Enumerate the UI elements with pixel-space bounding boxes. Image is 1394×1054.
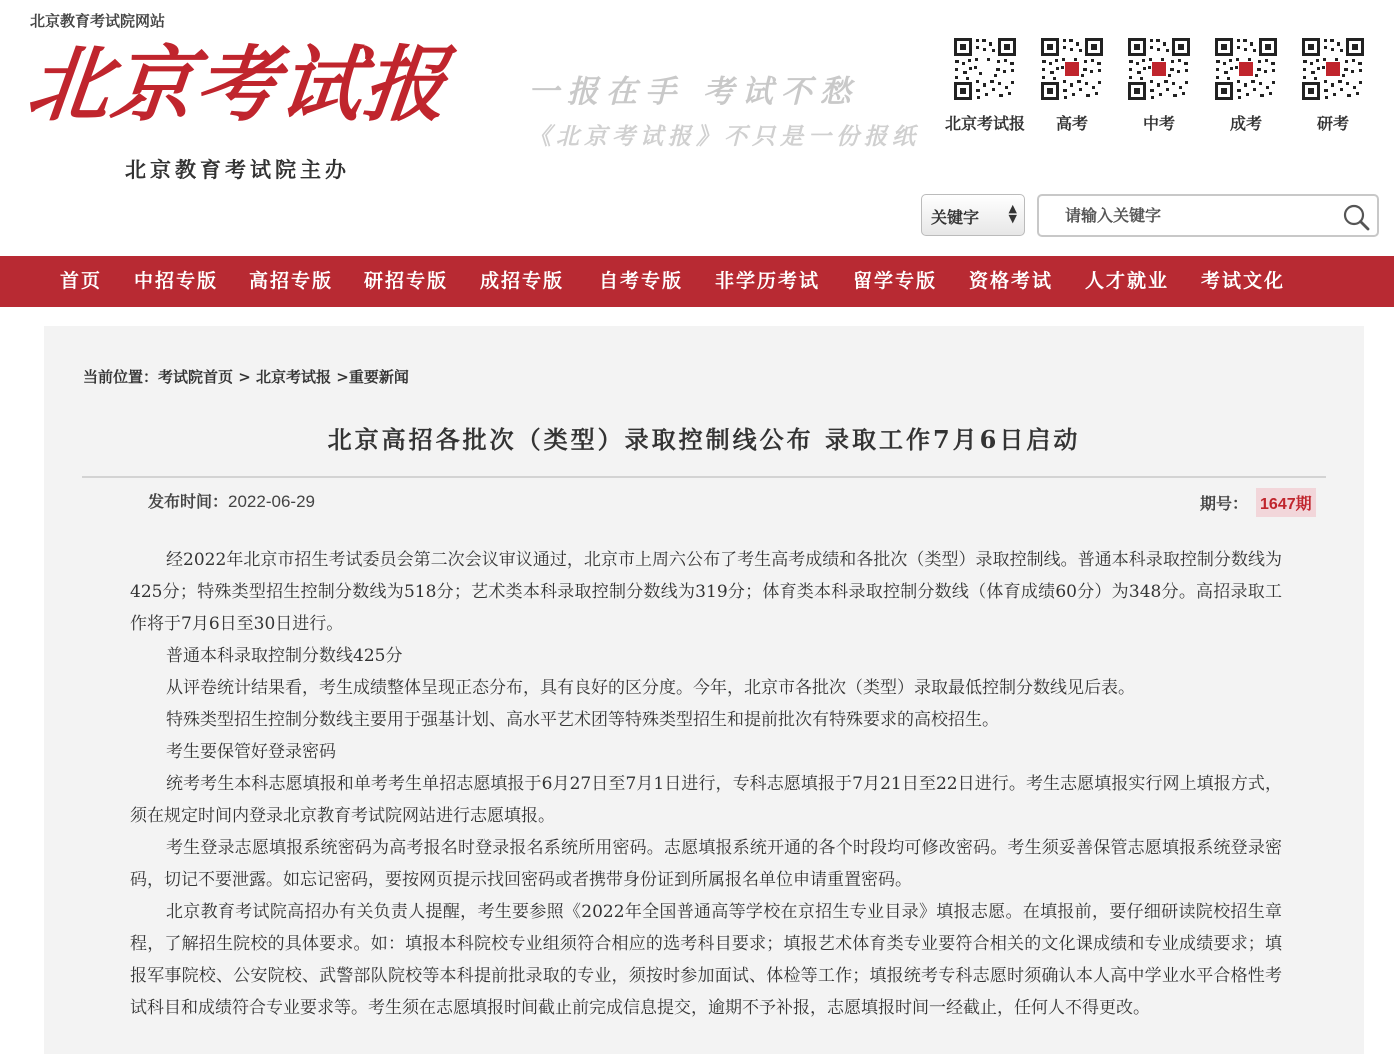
issue-label: 期号： [1200,494,1249,513]
nav-item-wenhua[interactable]: 考试文化 [1201,270,1286,292]
publish-label: 发布时间： [148,492,229,511]
qr-label: 研考 [1316,114,1349,133]
qr-label: 高考 [1055,114,1088,133]
qr-code-icon [952,36,1018,102]
search-icon[interactable] [1341,202,1371,232]
article-paragraph: 统考考生本科志愿填报和单考考生单招志愿填报于6月27日至7月1日进行，专科志愿填报于7月21日至22日进行。考生志愿填报实行网上填报方式，须在规定时间内登录北京教育考试院网站进行志愿填报。 [130,774,1282,826]
qr-code-icon [1126,36,1192,102]
qr-code-row [945,36,1375,166]
article-paragraph: 从评卷统计结果看，考生成绩整体呈现正态分布，具有良好的区分度。今年，北京市各批次（类型）录取最低控制分数线见后表。 [166,678,1135,698]
article-paragraph: 考生要保管好登录密码 [166,742,336,762]
breadcrumb-prefix: 当前位置： [83,368,159,386]
nav-item-feixueli[interactable]: 非学历考试 [715,270,821,292]
article-paragraph: 北京教育考试院高招办有关负责人提醒，考生要参照《2022年全国普通高等学校在京招生专业目录》填报志愿。在填报前，要仔细研读院校招生章程，了解招生院校的具体要求。如：填报本科院校专业组须符合相应的选考科目要求；填报艺术体育类专业要符合相关的文化课成绩和专业成绩要求；填报军事院校、公安院校、武警部队院校等本科提前批录取的专业，须按时参加面试、体检等工作；填报统考专科志愿时须确认本人高中学业水平合格性考试科目和成绩符合专业要求等。考生须在志愿填报时间截止前完成信息提交，逾期不予补报，志愿填报时间一经截止，任何人不得更改。 [130,902,1282,1018]
nav-item-zikao[interactable]: 自考专版 [599,270,684,292]
breadcrumb-separator: > [233,368,257,386]
qr-item-chengkao[interactable] [1206,36,1286,136]
newspaper-logo[interactable] [22,30,468,150]
site-name[interactable]: 北京教育考试院网站 [30,12,166,30]
keyword-type-value: 关键字 [931,208,980,227]
nav-item-zige[interactable]: 资格考试 [969,270,1054,292]
article-title: 北京高招各批次（类型）录取控制线公布 录取工作7月6日启动 [327,425,1081,454]
qr-item-gaokao[interactable] [1032,36,1112,136]
qr-code-icon [1213,36,1279,102]
breadcrumb-home-link[interactable]: 考试院首页 [158,368,234,386]
article-panel [44,326,1364,1054]
nav-item-home[interactable]: 首页 [60,270,103,292]
breadcrumb-separator: > [331,368,349,386]
qr-item-yankao[interactable] [1293,36,1373,136]
nav-item-chengzhao[interactable]: 成招专版 [480,270,565,292]
breadcrumb-news-link[interactable]: 重要新闻 [348,368,409,386]
breadcrumb-newspaper-link[interactable]: 北京考试报 [256,368,332,386]
article-paragraph: 普通本科录取控制分数线425分 [166,646,403,666]
slogan-line-2: 《北京考试报》不只是一份报纸 [528,123,920,150]
keyword-type-select[interactable] [921,194,1025,236]
issue-info [1200,488,1316,517]
qr-item-zhongkao[interactable] [1119,36,1199,136]
issue-badge: 1647期 [1256,488,1316,517]
nav-item-liuxue[interactable]: 留学专版 [853,270,938,292]
updown-arrow-icon: ▲ ▼ [1008,202,1017,225]
publish-date: 2022-06-29 [228,492,315,511]
nav-item-zhongzhao[interactable]: 中招专版 [134,270,219,292]
search-input[interactable] [1063,205,1337,226]
qr-label: 成考 [1229,114,1262,133]
qr-code-icon [1300,36,1366,102]
qr-code-icon [1039,36,1105,102]
qr-label: 北京考试报 [945,114,1026,133]
qr-item-beijing-kaoshibao[interactable] [945,36,1025,136]
article-paragraph: 经2022年北京市招生考试委员会第二次会议审议通过，北京市上周六公布了考生高考成绩和各批次（类型）录取控制线。普通本科录取控制分数线为425分；特殊类型招生控制分数线为518分；艺术类本科录取控制分数线为319分；体育类本科录取控制分数线（体育成绩60分）为348分。高招录取工作将于7月6日至30日进行。 [130,550,1282,634]
article-paragraph: 特殊类型招生控制分数线主要用于强基计划、高水平艺术团等特殊类型招生和提前批次有特殊要求的高校招生。 [166,710,999,730]
search-box [1037,194,1379,237]
slogan-line-1: 一报在手 考试不愁 [528,74,859,110]
article-body [130,544,1282,1024]
nav-item-gaozhao[interactable]: 高招专版 [249,270,334,292]
organizer-label: 北京教育考试院主办 [125,157,350,182]
article-paragraph: 考生登录志愿填报系统密码为高考报名时登录报名系统所用密码。志愿填报系统开通的各个时段均可修改密码。考生须妥善保管志愿填报系统登录密码，切记不要泄露。如忘记密码，要按网页提示找回密码或者携带身份证到所属报名单位申请重置密码。 [130,838,1282,890]
logo-text: 北京考试报 [22,37,454,133]
qr-label: 中考 [1142,114,1175,133]
nav-item-yanzhao[interactable]: 研招专版 [364,270,449,292]
breadcrumb [83,366,409,387]
main-nav [0,256,1394,307]
nav-item-rencai[interactable]: 人才就业 [1085,270,1170,292]
publish-info [148,489,315,512]
title-divider [82,476,1326,478]
